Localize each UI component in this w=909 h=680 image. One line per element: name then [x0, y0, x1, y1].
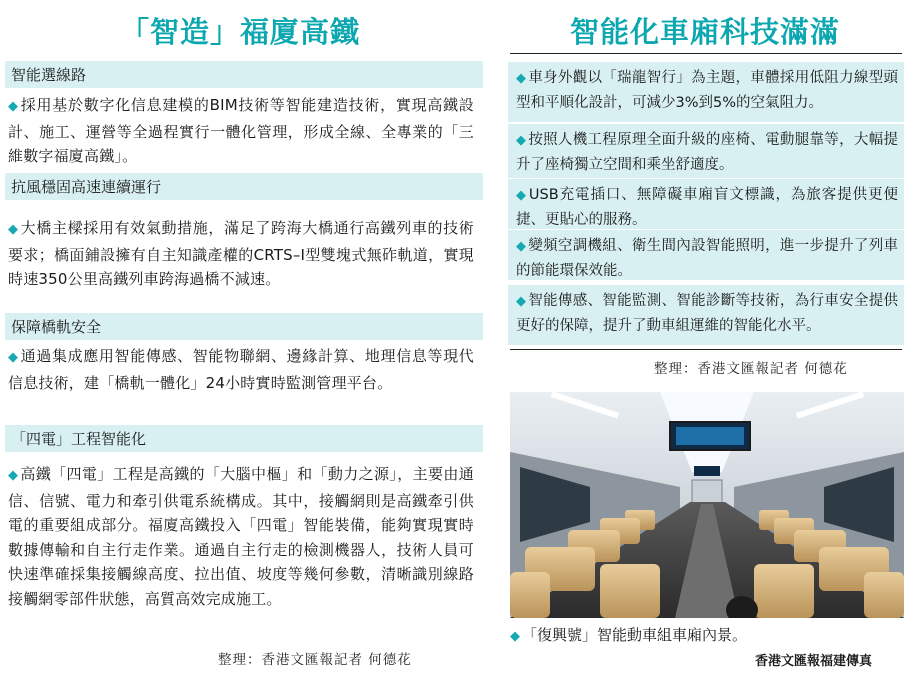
- feature-item-text: 智能傳感、智能監測、智能診斷等技術，為行車安全提供更好的保障，提升了動車組運維的智能化水平。: [516, 293, 899, 334]
- feature-item-text: 變頻空調機組、衛生間內設智能照明，進一步提升了列車的節能環保效能。: [516, 238, 899, 279]
- section-body-wind-text: 大橋主樑採用有效氣動措施，滿足了跨海大橋通行高鐵列車的技術要求；橋面鋪設擁有自主知識產權的CRTS–I型雙塊式無砟軌道，實現時速350公里高鐵列車跨海過橋不減速。: [8, 219, 474, 288]
- section-heading-wind: 抗風穩固高速連續運行: [5, 172, 483, 200]
- feature-item-text: USB充電插口、無障礙車廂盲文標識，為旅客提供更便捷、更貼心的服務。: [516, 187, 898, 228]
- section-body-four-electric-text: 高鐵「四電」工程是高鐵的「大腦中樞」和「動力之源」，主要由通信、信號、電力和牽引供電系統構成。其中，接觸網則是高鐵牽引供電的重要組成部分。福廈高鐵投入「四電」智能裝備，能夠實現實時數據傳輸和自主行走作業。通過自主行走的檢測機器人，技術人員可快速準確採集接觸線高度、拉出值、坡度等幾何參數，清晰識別線路接觸網零部件狀態，高質高效完成施工。: [8, 465, 474, 608]
- diamond-icon: ◆: [516, 133, 527, 148]
- diamond-icon: ◆: [516, 294, 527, 309]
- feature-item: [508, 230, 904, 280]
- carriage-interior-photo: [510, 392, 904, 618]
- left-credit: 整理：香港文匯報記者 何德花: [218, 652, 412, 668]
- section-heading-safety: 保障橋軌安全: [5, 312, 483, 340]
- feature-item: [508, 179, 904, 229]
- photo-caption: [510, 624, 747, 645]
- feature-item-text: 按照人機工程原理全面升級的座椅、電動腿靠等，大幅提升了座椅獨立空間和乘坐舒適度。: [516, 132, 899, 173]
- diamond-icon: ◆: [516, 239, 527, 254]
- diamond-icon: ◆: [8, 350, 19, 365]
- section-body-safety: [8, 344, 474, 395]
- right-credit: 整理：香港文匯報記者 何德花: [654, 361, 848, 377]
- diamond-icon: ◆: [510, 629, 520, 644]
- diamond-icon: ◆: [8, 468, 19, 483]
- diamond-icon: ◆: [516, 188, 527, 203]
- diamond-icon: ◆: [8, 99, 19, 114]
- section-body-four-electric: [8, 462, 474, 611]
- bottom-rule: [510, 349, 902, 350]
- photo-credit: 香港文匯報福建傳真: [755, 654, 873, 669]
- diamond-icon: ◆: [8, 222, 19, 237]
- section-heading-route: 智能選線路: [5, 60, 483, 88]
- diamond-icon: ◆: [516, 71, 527, 86]
- right-article-title: 智能化車廂科技滿滿: [569, 15, 840, 49]
- feature-item: [508, 285, 904, 345]
- top-rule: [510, 53, 902, 54]
- section-heading-four-electric: 「四電」工程智能化: [5, 424, 483, 452]
- left-article-title: 「智造」福廈高鐵: [119, 15, 360, 49]
- feature-item: [508, 124, 904, 178]
- section-body-wind: [8, 216, 474, 292]
- section-body-route-text: 採用基於數字化信息建模的BIM技術等智能建造技術，實現高鐵設計、施工、運營等全過程實行一體化管理，形成全線、全專業的「三維數字福廈高鐵」。: [8, 96, 474, 165]
- carriage-interior-illustration: [510, 392, 904, 618]
- feature-item: [508, 62, 904, 122]
- section-body-route: [8, 93, 474, 169]
- feature-item-text: 車身外觀以「瑞龍智行」為主題，車體採用低阻力線型頭型和平順化設計，可減少3%到5%的空氣阻力。: [516, 70, 899, 111]
- section-body-safety-text: 通過集成應用智能傳感、智能物聯網、邊緣計算、地理信息等現代信息技術，建「橋軌一體化」24小時實時監測管理平台。: [8, 347, 474, 392]
- photo-caption-text: 「復興號」智能動車組車廂內景。: [522, 626, 748, 644]
